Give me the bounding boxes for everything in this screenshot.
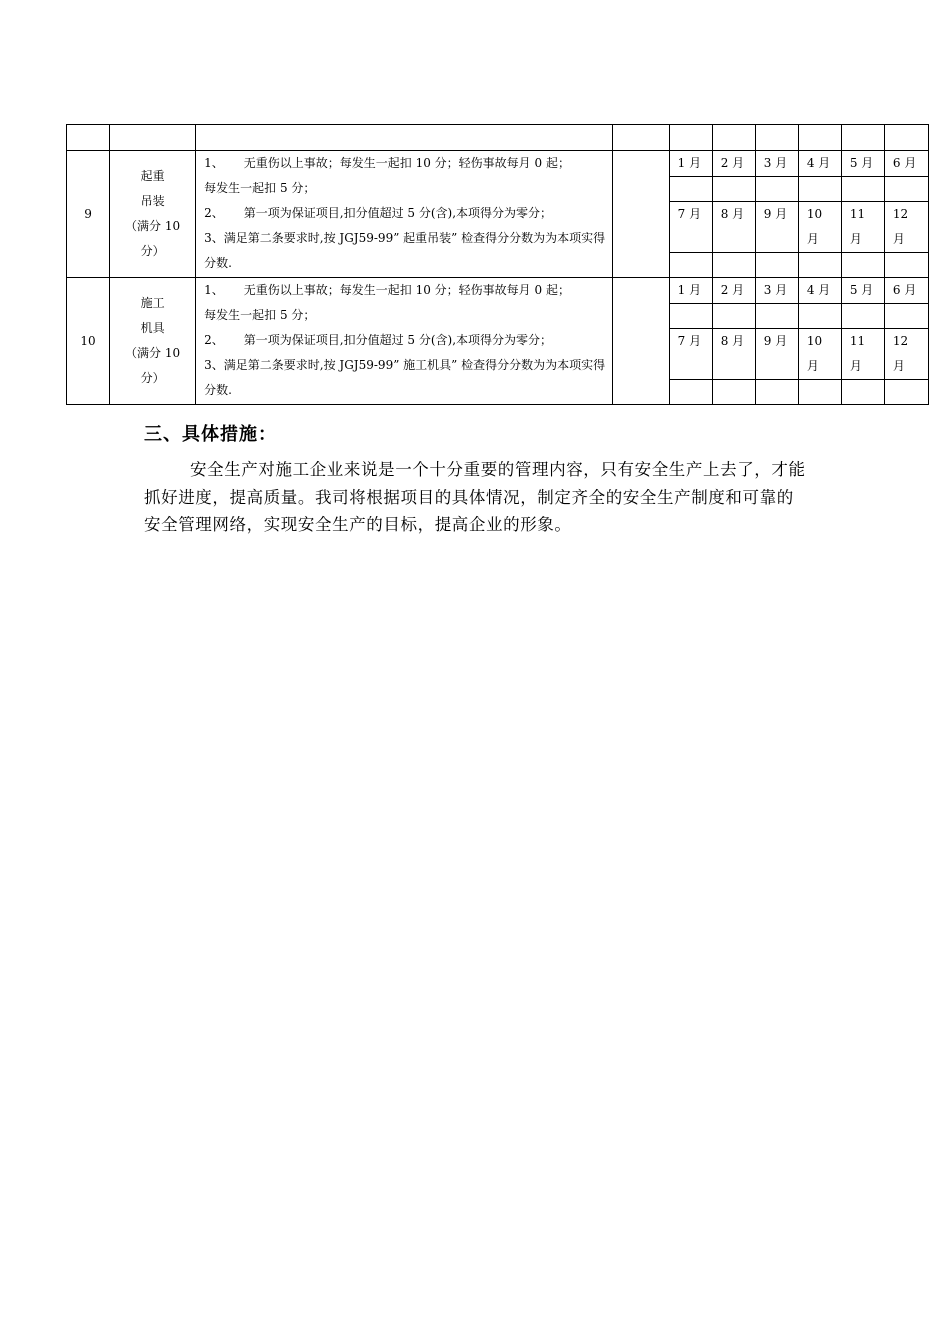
month-cell: 5 月 [841,151,884,177]
table-cell [884,125,928,151]
criteria-line [204,251,611,276]
month-score-cell [755,380,798,405]
month-score-cell [884,253,928,278]
table-row [67,151,929,177]
month-number: 11 [849,207,866,221]
month-score-cell [841,177,884,202]
criteria-line [204,353,611,378]
month-score-cell [841,304,884,329]
month-cell: 8 月 [712,329,755,380]
item-name-line: 分） [140,244,165,258]
month-score-cell [712,177,755,202]
table-cell [798,125,841,151]
criteria-line [204,303,611,328]
item-name-line: （满分 10 [125,346,181,360]
month-cell: 3 月 [755,278,798,304]
month-cell: 9 月 [755,329,798,380]
item-name [110,151,196,278]
criteria-text: 3、满足第二条要求时,按 JGJ59-99” 施工机具” 检查得分分数为为本项实得 [204,358,606,372]
month-score-cell [669,177,712,202]
table-cell [841,125,884,151]
month-score-cell [755,177,798,202]
item-name-line: 机具 [140,321,165,335]
month-score-cell [884,304,928,329]
item-score [612,278,669,405]
criteria-line [204,328,611,353]
criteria-line [204,226,611,251]
month-cell: 3 月 [755,151,798,177]
month-unit: 月 [849,232,862,246]
month-cell: 5 月 [841,278,884,304]
item-name-line: 吊装 [140,194,165,208]
month-score-cell [798,177,841,202]
table-cell [67,125,110,151]
month-cell [798,329,841,380]
month-score-cell [669,380,712,405]
item-score [612,151,669,278]
criteria-text: 分数. [204,256,232,270]
month-cell: 6 月 [884,151,928,177]
month-unit: 月 [849,359,862,373]
criteria-text: 3、满足第二条要求时,按 JGJ59-99” 起重吊装” 检查得分分数为为本项实得 [204,231,606,245]
table-cell [712,125,755,151]
month-cell [841,202,884,253]
item-number: 10 [67,278,110,405]
month-cell: 1 月 [669,278,712,304]
item-name [110,278,196,405]
month-cell [884,202,928,253]
month-cell: 7 月 [669,329,712,380]
criteria-text: 无重伤以上事故；每发生一起扣 10 分；轻伤事故每月 0 起； [243,156,570,170]
month-unit: 月 [806,359,819,373]
criteria-index: 1、 [204,283,224,297]
month-cell: 9 月 [755,202,798,253]
month-score-cell [841,380,884,405]
month-number: 10 [806,334,823,348]
table-header-row [67,125,929,151]
month-cell: 4 月 [798,278,841,304]
month-cell: 2 月 [712,278,755,304]
table-cell [612,125,669,151]
month-score-cell [798,253,841,278]
table-cell [755,125,798,151]
month-cell [798,202,841,253]
item-criteria [196,278,612,405]
month-cell: 4 月 [798,151,841,177]
month-cell [884,329,928,380]
section-heading: 三、具体措施： [144,424,277,445]
month-score-cell [755,253,798,278]
item-number: 9 [67,151,110,278]
criteria-line [204,201,611,226]
month-unit: 月 [892,232,905,246]
month-score-cell [712,253,755,278]
month-cell: 1 月 [669,151,712,177]
month-score-cell [798,304,841,329]
item-name-line: 起重 [140,169,165,183]
month-number: 12 [892,334,909,348]
month-number: 12 [892,207,909,221]
month-number: 11 [849,334,866,348]
criteria-line [204,278,611,303]
month-unit: 月 [806,232,819,246]
item-name-line: 分） [140,371,165,385]
item-name-line: （满分 10 [125,219,181,233]
month-cell: 2 月 [712,151,755,177]
item-name-line: 施工 [140,296,165,310]
month-score-cell [669,304,712,329]
table-row [67,278,929,304]
month-cell: 8 月 [712,202,755,253]
table-cell [669,125,712,151]
month-score-cell [841,253,884,278]
table-cell [110,125,196,151]
criteria-text: 无重伤以上事故；每发生一起扣 10 分；轻伤事故每月 0 起； [243,283,570,297]
criteria-index: 2、 [204,333,224,347]
criteria-text: 第一项为保证项目,扣分值超过 5 分(含),本项得分为零分； [243,206,553,220]
month-score-cell [884,380,928,405]
month-cell: 7 月 [669,202,712,253]
month-score-cell [712,380,755,405]
criteria-text: 第一项为保证项目,扣分值超过 5 分(含),本项得分为零分； [243,333,553,347]
table-cell [196,125,612,151]
criteria-line [204,176,611,201]
month-number: 10 [806,207,823,221]
month-score-cell [798,380,841,405]
criteria-text: 分数. [204,383,232,397]
criteria-index: 2、 [204,206,224,220]
month-score-cell [884,177,928,202]
month-score-cell [755,304,798,329]
criteria-line [204,378,611,403]
month-score-cell [712,304,755,329]
month-cell: 6 月 [884,278,928,304]
criteria-text: 每发生一起扣 5 分； [204,308,316,322]
month-score-cell [669,253,712,278]
criteria-index: 1、 [204,156,224,170]
section-paragraph: 安全生产对施工企业来说是一个十分重要的管理内容，只有安全生产上去了，才能抓好进度，提高质量。我司将根据项目的具体情况，制定齐全的安全生产制度和可靠的安全管理网络，实现安全生产的目标，提高企业的形象。 [144,460,806,534]
item-criteria [196,151,612,278]
criteria-text: 每发生一起扣 5 分； [204,181,316,195]
month-cell [841,329,884,380]
month-unit: 月 [892,359,905,373]
safety-score-table [66,124,929,405]
criteria-line [204,151,611,176]
